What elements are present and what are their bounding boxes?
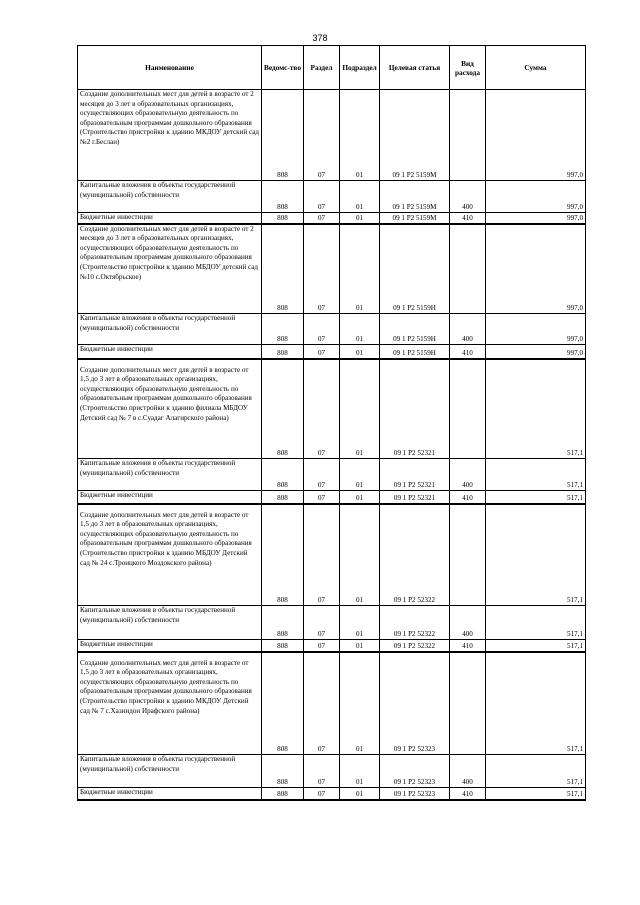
row-name: Капитальные вложения в объекты государственной (муниципальной) собственности bbox=[78, 606, 262, 640]
header-summa: Сумма bbox=[486, 46, 586, 90]
row-podrazdel: 01 bbox=[340, 359, 380, 459]
row-vedomstvo: 808 bbox=[262, 359, 304, 459]
row-celevaya: 09 1 P2 5159H bbox=[380, 345, 450, 359]
row-vid bbox=[450, 224, 486, 314]
row-celevaya: 09 1 P2 52321 bbox=[380, 459, 450, 491]
row-razdel: 07 bbox=[304, 788, 340, 800]
row-vedomstvo: 808 bbox=[262, 504, 304, 606]
row-podrazdel: 01 bbox=[340, 181, 380, 213]
row-razdel: 07 bbox=[304, 640, 340, 652]
row-vedomstvo: 808 bbox=[262, 459, 304, 491]
table-header-row bbox=[78, 46, 586, 90]
row-vid: 400 bbox=[450, 606, 486, 640]
row-summa: 517,1 bbox=[486, 606, 586, 640]
row-razdel: 07 bbox=[304, 459, 340, 491]
row-name: Бюджетные инвестиции bbox=[78, 788, 262, 800]
table-row bbox=[78, 181, 586, 213]
row-vid: 410 bbox=[450, 345, 486, 359]
row-summa: 997,0 bbox=[486, 90, 586, 181]
row-vid bbox=[450, 504, 486, 606]
row-celevaya: 09 1 P2 5159M bbox=[380, 90, 450, 181]
table-row bbox=[78, 652, 586, 755]
row-celevaya: 09 1 P2 52322 bbox=[380, 640, 450, 652]
table-row bbox=[78, 345, 586, 359]
row-vid: 410 bbox=[450, 213, 486, 224]
row-summa: 517,1 bbox=[486, 640, 586, 652]
table-row bbox=[78, 459, 586, 491]
row-podrazdel: 01 bbox=[340, 459, 380, 491]
row-vedomstvo: 808 bbox=[262, 90, 304, 181]
row-podrazdel: 01 bbox=[340, 224, 380, 314]
row-name: Создание дополнительных мест для детей в возрасте от 1,5 до 3 лет в образовательных организациях, осуществляющих образовательную деятельность по образовательным программам дошкольного образования (Строительство пристройки к зданию филиала МБДОУ Детский сад № 7 в с.Суадаг Алагирского района) bbox=[78, 359, 262, 459]
row-celevaya: 09 1 P2 52323 bbox=[380, 755, 450, 788]
row-vedomstvo: 808 bbox=[262, 606, 304, 640]
row-podrazdel: 01 bbox=[340, 345, 380, 359]
row-podrazdel: 01 bbox=[340, 90, 380, 181]
row-razdel: 07 bbox=[304, 224, 340, 314]
row-vid: 400 bbox=[450, 459, 486, 491]
row-vid bbox=[450, 90, 486, 181]
row-name: Бюджетные инвестиции bbox=[78, 213, 262, 224]
row-razdel: 07 bbox=[304, 491, 340, 504]
header-razdel: Раздел bbox=[304, 46, 340, 90]
row-podrazdel: 01 bbox=[340, 491, 380, 504]
row-summa: 517,1 bbox=[486, 491, 586, 504]
header-vid: Вид расхода bbox=[450, 46, 486, 90]
row-vid: 400 bbox=[450, 314, 486, 345]
table-row bbox=[78, 755, 586, 788]
row-name: Капитальные вложения в объекты государственной (муниципальной) собственности bbox=[78, 181, 262, 213]
table-row bbox=[78, 314, 586, 345]
row-vid bbox=[450, 652, 486, 755]
row-vedomstvo: 808 bbox=[262, 491, 304, 504]
row-summa: 517,1 bbox=[486, 652, 586, 755]
row-vedomstvo: 808 bbox=[262, 652, 304, 755]
table-row bbox=[78, 504, 586, 606]
row-razdel: 07 bbox=[304, 213, 340, 224]
row-name: Бюджетные инвестиции bbox=[78, 491, 262, 504]
row-vedomstvo: 808 bbox=[262, 181, 304, 213]
row-celevaya: 09 1 P2 52321 bbox=[380, 359, 450, 459]
row-vid: 400 bbox=[450, 755, 486, 788]
row-vedomstvo: 808 bbox=[262, 755, 304, 788]
row-vid: 400 bbox=[450, 181, 486, 213]
row-summa: 517,1 bbox=[486, 788, 586, 800]
row-name: Капитальные вложения в объекты государственной (муниципальной) собственности bbox=[78, 755, 262, 788]
header-celevaya: Целевая статья bbox=[380, 46, 450, 90]
row-vedomstvo: 808 bbox=[262, 213, 304, 224]
row-podrazdel: 01 bbox=[340, 788, 380, 800]
table-row bbox=[78, 491, 586, 504]
table-row bbox=[78, 224, 586, 314]
row-vedomstvo: 808 bbox=[262, 640, 304, 652]
row-celevaya: 09 1 P2 52323 bbox=[380, 788, 450, 800]
row-name: Бюджетные инвестиции bbox=[78, 345, 262, 359]
row-celevaya: 09 1 P2 5159H bbox=[380, 314, 450, 345]
row-razdel: 07 bbox=[304, 652, 340, 755]
row-celevaya: 09 1 P2 52322 bbox=[380, 504, 450, 606]
row-summa: 997,0 bbox=[486, 213, 586, 224]
row-summa: 997,0 bbox=[486, 314, 586, 345]
row-podrazdel: 01 bbox=[340, 640, 380, 652]
row-podrazdel: 01 bbox=[340, 504, 380, 606]
row-vid: 410 bbox=[450, 788, 486, 800]
row-name: Капитальные вложения в объекты государственной (муниципальной) собственности bbox=[78, 459, 262, 491]
row-summa: 997,0 bbox=[486, 224, 586, 314]
table-row bbox=[78, 606, 586, 640]
row-celevaya: 09 1 P2 52323 bbox=[380, 652, 450, 755]
row-name: Создание дополнительных мест для детей в возрасте от 1,5 до 3 лет в образовательных организациях, осуществляющих образовательную деятельность по образовательным программам дошкольного образования (Строительство пристройки к зданию МБДОУ Детский сад № 24 с.Троицкого Моздокского района) bbox=[78, 504, 262, 606]
row-podrazdel: 01 bbox=[340, 213, 380, 224]
budget-table bbox=[77, 45, 586, 801]
row-name: Создание дополнительных мест для детей в возрасте от 2 месяцев до 3 лет в образовательных организациях, осуществляющих образовательную деятельность по образовательным программам дошкольного образования (Строительство пристройки к зданию МКДОУ детский сад №2 г.Беслан) bbox=[78, 90, 262, 181]
table-row bbox=[78, 213, 586, 224]
row-summa: 517,1 bbox=[486, 755, 586, 788]
row-name: Бюджетные инвестиции bbox=[78, 640, 262, 652]
row-celevaya: 09 1 P2 5159M bbox=[380, 181, 450, 213]
row-podrazdel: 01 bbox=[340, 314, 380, 345]
row-celevaya: 09 1 P2 5159H bbox=[380, 224, 450, 314]
row-razdel: 07 bbox=[304, 90, 340, 181]
row-summa: 997,0 bbox=[486, 345, 586, 359]
row-podrazdel: 01 bbox=[340, 652, 380, 755]
row-celevaya: 09 1 P2 52321 bbox=[380, 491, 450, 504]
row-razdel: 07 bbox=[304, 606, 340, 640]
row-vedomstvo: 808 bbox=[262, 788, 304, 800]
row-summa: 517,1 bbox=[486, 459, 586, 491]
row-vedomstvo: 808 bbox=[262, 345, 304, 359]
table-row bbox=[78, 640, 586, 652]
row-name: Капитальные вложения в объекты государственной (муниципальной) собственности bbox=[78, 314, 262, 345]
row-razdel: 07 bbox=[304, 314, 340, 345]
row-razdel: 07 bbox=[304, 755, 340, 788]
header-podrazdel: Подраздел bbox=[340, 46, 380, 90]
row-celevaya: 09 1 P2 52322 bbox=[380, 606, 450, 640]
page-number: 378 bbox=[312, 33, 328, 43]
row-summa: 517,1 bbox=[486, 504, 586, 606]
row-vid: 410 bbox=[450, 491, 486, 504]
row-name: Создание дополнительных мест для детей в возрасте от 1,5 до 3 лет в образовательных организациях, осуществляющих образовательную деятельность по образовательным программам дошкольного образования (Строительство пристройки к зданию МКДОУ Детский сад № 7 с.Хазнидон Ирафского района) bbox=[78, 652, 262, 755]
row-razdel: 07 bbox=[304, 504, 340, 606]
header-name: Наименование bbox=[78, 46, 262, 90]
row-podrazdel: 01 bbox=[340, 606, 380, 640]
row-vid bbox=[450, 359, 486, 459]
table-row bbox=[78, 90, 586, 181]
row-name: Создание дополнительных мест для детей в возрасте от 2 месяцев до 3 лет в образовательных организациях, осуществляющих образовательную деятельность по образовательным программам дошкольного образования (Строительство пристройки к зданию МБДОУ детский сад №10 с.Октябрьское) bbox=[78, 224, 262, 314]
row-summa: 997,0 bbox=[486, 181, 586, 213]
table-row bbox=[78, 788, 586, 800]
row-razdel: 07 bbox=[304, 345, 340, 359]
row-podrazdel: 01 bbox=[340, 755, 380, 788]
row-vid: 410 bbox=[450, 640, 486, 652]
row-razdel: 07 bbox=[304, 181, 340, 213]
row-summa: 517,1 bbox=[486, 359, 586, 459]
row-vedomstvo: 808 bbox=[262, 314, 304, 345]
row-razdel: 07 bbox=[304, 359, 340, 459]
row-celevaya: 09 1 P2 5159M bbox=[380, 213, 450, 224]
row-vedomstvo: 808 bbox=[262, 224, 304, 314]
table-row bbox=[78, 359, 586, 459]
header-vedomstvo: Ведомс-тво bbox=[262, 46, 304, 90]
